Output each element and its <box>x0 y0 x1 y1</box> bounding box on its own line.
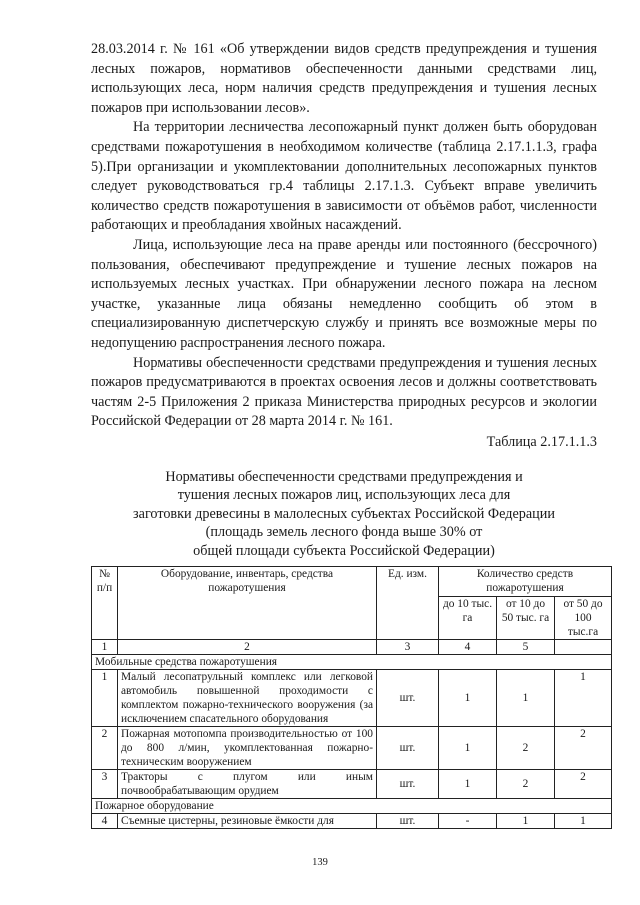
row-unit: шт. <box>377 814 439 829</box>
paragraph-1: 28.03.2014 г. № 161 «Об утверждении видов средств предупреждения и тушения лесных пожаров, нормативов обеспеченности данными средствами лиц, использующих леса, норм наличия средств предупреждения и тушения лесных пожаров при использовании лесов». <box>91 41 597 116</box>
header-qty-col: от 10 до 50 тыс. га <box>497 597 555 640</box>
row-value: 1 <box>497 814 555 829</box>
col-number: 5 <box>497 640 555 655</box>
row-value: 2 <box>497 770 555 799</box>
table-title-line: Нормативы обеспеченности средствами предупреждения и <box>165 469 523 485</box>
norms-table <box>91 566 612 829</box>
row-num: 3 <box>92 770 118 799</box>
col-number: 1 <box>92 640 118 655</box>
header-equipment: Оборудование, инвентарь, средства пожаротушения <box>118 567 377 640</box>
row-value: 1 <box>555 814 612 829</box>
row-value: - <box>439 814 497 829</box>
col-number: 4 <box>439 640 497 655</box>
row-unit: шт. <box>377 670 439 727</box>
body-text <box>91 40 597 432</box>
row-unit: шт. <box>377 727 439 770</box>
paragraph-2: На территории лесничества лесопожарный пункт должен быть оборудован средствами пожаротушения в необходимом количестве (таблица 2.17.1.1.3, графа 5).При организации и укомплектовании дополнительных лесопожарных пунктов следует руководствоваться гр.4 таблицы 2.17.1.3. Субъект вправе увеличить количество средств пожаротушения в зависимости от объёмов работ, численности работающих и преобладания хвойных насаждений. <box>91 119 597 234</box>
header-unit: Ед. изм. <box>377 567 439 640</box>
header-qty-col: до 10 тыс. га <box>439 597 497 640</box>
row-name: Малый лесопатрульный комплекс или легковой автомобиль повышенной проходимости с комплектом пожарно-технического вооружения (за исключением спасательного оборудования <box>118 670 377 727</box>
row-num: 2 <box>92 727 118 770</box>
row-value: 2 <box>555 770 612 799</box>
header-qty-group: Количество средств пожаротушения <box>439 567 612 597</box>
page-number: 139 <box>312 857 328 868</box>
row-unit: шт. <box>377 770 439 799</box>
table-title-line: (площадь земель лесного фонда выше 30% от <box>205 524 483 541</box>
row-name: Съемные цистерны, резиновые ёмкости для <box>118 814 377 829</box>
table-title-line: заготовки древесины в малолесных субъектах Российской Федерации <box>133 505 555 522</box>
section-title: Пожарное оборудование <box>92 799 612 814</box>
table-title-line: тушения лесных пожаров лиц, использующих леса для <box>177 487 511 504</box>
row-value: 1 <box>555 670 612 727</box>
header-qty-col: от 50 до 100 тыс.га <box>555 597 612 640</box>
table-number: Таблица 2.17.1.1.3 <box>486 434 597 450</box>
row-value: 2 <box>497 727 555 770</box>
row-value: 1 <box>497 670 555 727</box>
section-title: Мобильные средства пожаротушения <box>92 655 612 670</box>
row-num: 1 <box>92 670 118 727</box>
row-num: 4 <box>92 814 118 829</box>
table-title-line: общей площади субъекта Российской Федерации) <box>193 542 495 559</box>
row-value: 1 <box>439 770 497 799</box>
table-row <box>92 670 612 727</box>
table-title <box>91 468 597 560</box>
table-row <box>92 770 612 799</box>
col-number: 2 <box>118 640 377 655</box>
row-value: 2 <box>555 727 612 770</box>
paragraph-4: Нормативы обеспеченности средствами предупреждения и тушения лесных пожаров предусматриваются в проектах освоения лесов и должны соответствовать частям 2-5 Приложения 2 приказа Министерства природных ресурсов и экологии Российской Федерации от 28 марта 2014 г. № 161. <box>91 354 597 430</box>
paragraph-3: Лица, использующие леса на праве аренды или постоянного (бессрочного) пользования, обеспечивают предупреждение и тушение лесных пожаров на используемых лесных участках. При обнаружении лесного пожара на лесном участке, указанные лица обязаны немедленно сообщить об этом в специализированную диспетчерскую службу и принять все возможные меры по недопущению распространения лесного пожара. <box>91 236 597 351</box>
row-name: Пожарная мотопомпа производительностью от 100 до 800 л/мин, укомплектованная пожарно-техническим вооружением <box>118 727 377 770</box>
table-row <box>92 814 612 829</box>
table-row <box>92 727 612 770</box>
row-value: 1 <box>439 727 497 770</box>
col-number: 3 <box>377 640 439 655</box>
row-value: 1 <box>439 670 497 727</box>
header-num: № п/п <box>92 567 118 640</box>
row-name: Тракторы с плугом или иным почвообрабатывающим орудием <box>118 770 377 799</box>
col-number <box>555 640 612 655</box>
